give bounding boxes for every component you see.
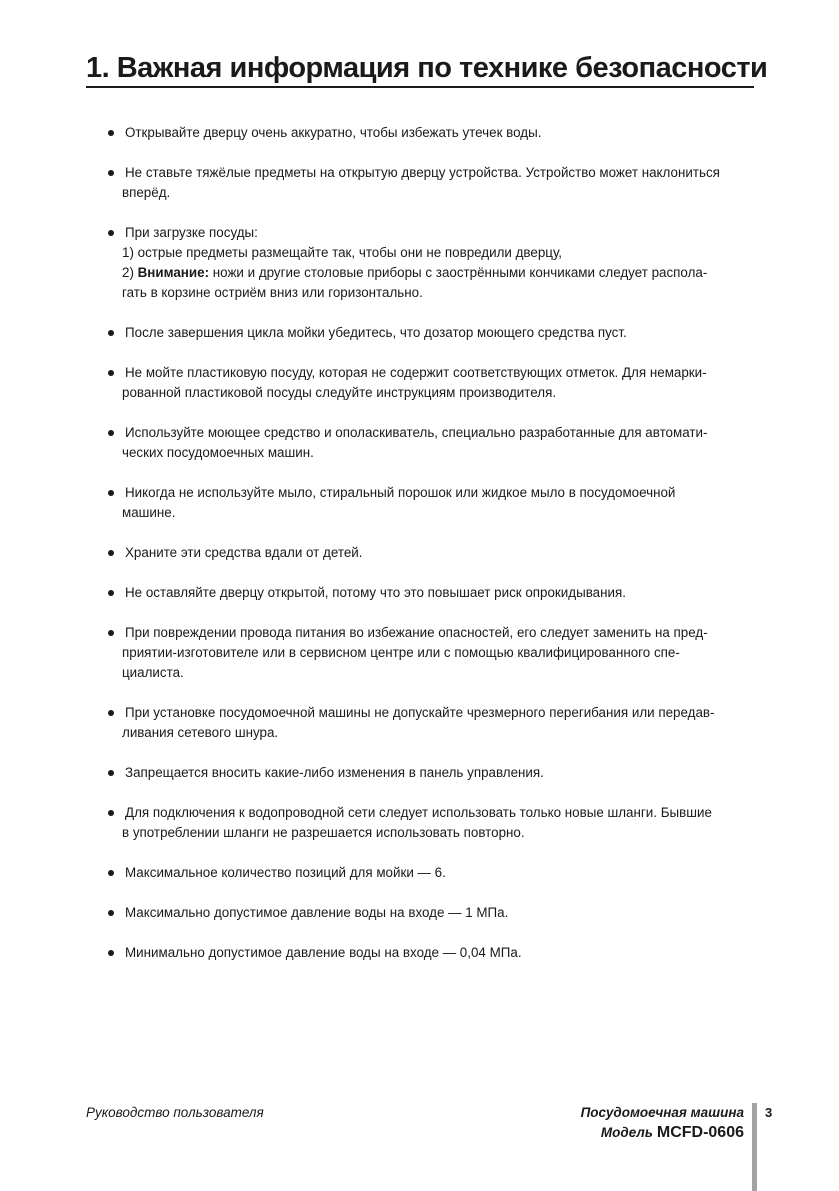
list-item bbox=[108, 763, 758, 783]
page-edge-bar bbox=[752, 1103, 757, 1191]
item-line: Максимально допустимое давление воды на входе — 1 МПа. bbox=[125, 905, 509, 920]
list-item bbox=[108, 163, 758, 203]
bullet-icon bbox=[108, 770, 114, 776]
item-line: Не оставляйте дверцу открытой, потому что это повышает риск опрокидывания. bbox=[125, 585, 626, 600]
item-line bbox=[122, 263, 758, 283]
item-line: Используйте моющее средство и ополаскиватель, специально разработанные для автомати- bbox=[125, 425, 708, 440]
item-line: Храните эти средства вдали от детей. bbox=[125, 545, 363, 560]
footer-model-label: Модель bbox=[600, 1125, 653, 1140]
list-item bbox=[108, 363, 758, 403]
item-line: Минимально допустимое давление воды на входе — 0,04 МПа. bbox=[125, 945, 522, 960]
item-line: в употреблении шланги не разрешается использовать повторно. bbox=[122, 825, 525, 840]
list-item bbox=[108, 943, 758, 963]
bullet-icon bbox=[108, 810, 114, 816]
item-line: приятии-изготовителе или в сервисном центре или с помощью квалифицированного спе- bbox=[122, 645, 680, 660]
item-line: При повреждении провода питания во избежание опасностей, его следует заменить на пред- bbox=[125, 625, 708, 640]
item-line: ческих посудомоечных машин. bbox=[122, 445, 314, 460]
list-item bbox=[108, 223, 758, 303]
list-item bbox=[108, 703, 758, 743]
bullet-icon bbox=[108, 430, 114, 436]
bullet-icon bbox=[108, 630, 114, 636]
bullet-icon bbox=[108, 550, 114, 556]
list-item bbox=[108, 623, 758, 683]
list-item bbox=[108, 483, 758, 523]
bullet-icon bbox=[108, 330, 114, 336]
item-line: Не мойте пластиковую посуду, которая не содержит соответствующих отметок. Для немарки- bbox=[125, 365, 707, 380]
item-line: При загрузке посуды: bbox=[125, 225, 258, 240]
item-line: После завершения цикла мойки убедитесь, что дозатор моющего средства пуст. bbox=[125, 325, 627, 340]
list-item bbox=[108, 903, 758, 923]
list-item bbox=[108, 863, 758, 883]
bullet-icon bbox=[108, 170, 114, 176]
page-number: 3 bbox=[765, 1105, 773, 1120]
item-prefix: 2) bbox=[122, 265, 138, 280]
footer-model-line bbox=[581, 1123, 744, 1143]
item-line: машине. bbox=[122, 505, 176, 520]
list-item bbox=[108, 323, 758, 343]
bullet-icon bbox=[108, 870, 114, 876]
list-item bbox=[108, 423, 758, 463]
footer-manual-title: Руководство пользователя bbox=[86, 1105, 264, 1120]
list-item bbox=[108, 803, 758, 843]
bullet-icon bbox=[108, 910, 114, 916]
list-item bbox=[108, 543, 758, 563]
bullet-icon bbox=[108, 710, 114, 716]
item-line: При установке посудомоечной машины не допускайте чрезмерного перегибания или передав- bbox=[125, 705, 715, 720]
footer-model-number: MCFD-0606 bbox=[656, 1124, 744, 1141]
item-line: рованной пластиковой посуды следуйте инструкциям производителя. bbox=[122, 385, 557, 400]
item-line: 1) острые предметы размещайте так, чтобы они не повредили дверцу, bbox=[122, 245, 563, 260]
page-title: 1. Важная информация по технике безопасности bbox=[86, 50, 754, 88]
bullet-icon bbox=[108, 590, 114, 596]
item-line: Открывайте дверцу очень аккуратно, чтобы избежать утечек воды. bbox=[125, 125, 542, 140]
item-line: Для подключения к водопроводной сети следует использовать только новые шланги. Бывшие bbox=[125, 805, 712, 820]
item-line: Никогда не используйте мыло, стиральный порошок или жидкое мыло в посудомоечной bbox=[125, 485, 676, 500]
bullet-icon bbox=[108, 230, 114, 236]
item-line: Не ставьте тяжёлые предметы на открытую дверцу устройства. Устройство может наклониться bbox=[125, 165, 720, 180]
item-line: гать в корзине остриём вниз или горизонтально. bbox=[122, 285, 423, 300]
bullet-icon bbox=[108, 370, 114, 376]
bullet-icon bbox=[108, 490, 114, 496]
list-item bbox=[108, 583, 758, 603]
bullet-icon bbox=[108, 950, 114, 956]
footer-product-info bbox=[581, 1103, 744, 1143]
footer-product-name: Посудомоечная машина bbox=[580, 1105, 744, 1120]
bullet-icon bbox=[108, 130, 114, 136]
item-text-rest: ножи и другие столовые приборы с заострёнными кончиками следует распола- bbox=[209, 265, 708, 280]
list-item bbox=[108, 123, 758, 143]
item-line: вперёд. bbox=[122, 185, 171, 200]
item-line: Запрещается вносить какие-либо изменения в панель управления. bbox=[125, 765, 544, 780]
warning-label: Внимание: bbox=[137, 265, 210, 280]
item-line: ливания сетевого шнура. bbox=[122, 725, 279, 740]
item-line: циалиста. bbox=[122, 665, 184, 680]
safety-list bbox=[108, 123, 758, 983]
item-line: Максимальное количество позиций для мойки — 6. bbox=[125, 865, 446, 880]
